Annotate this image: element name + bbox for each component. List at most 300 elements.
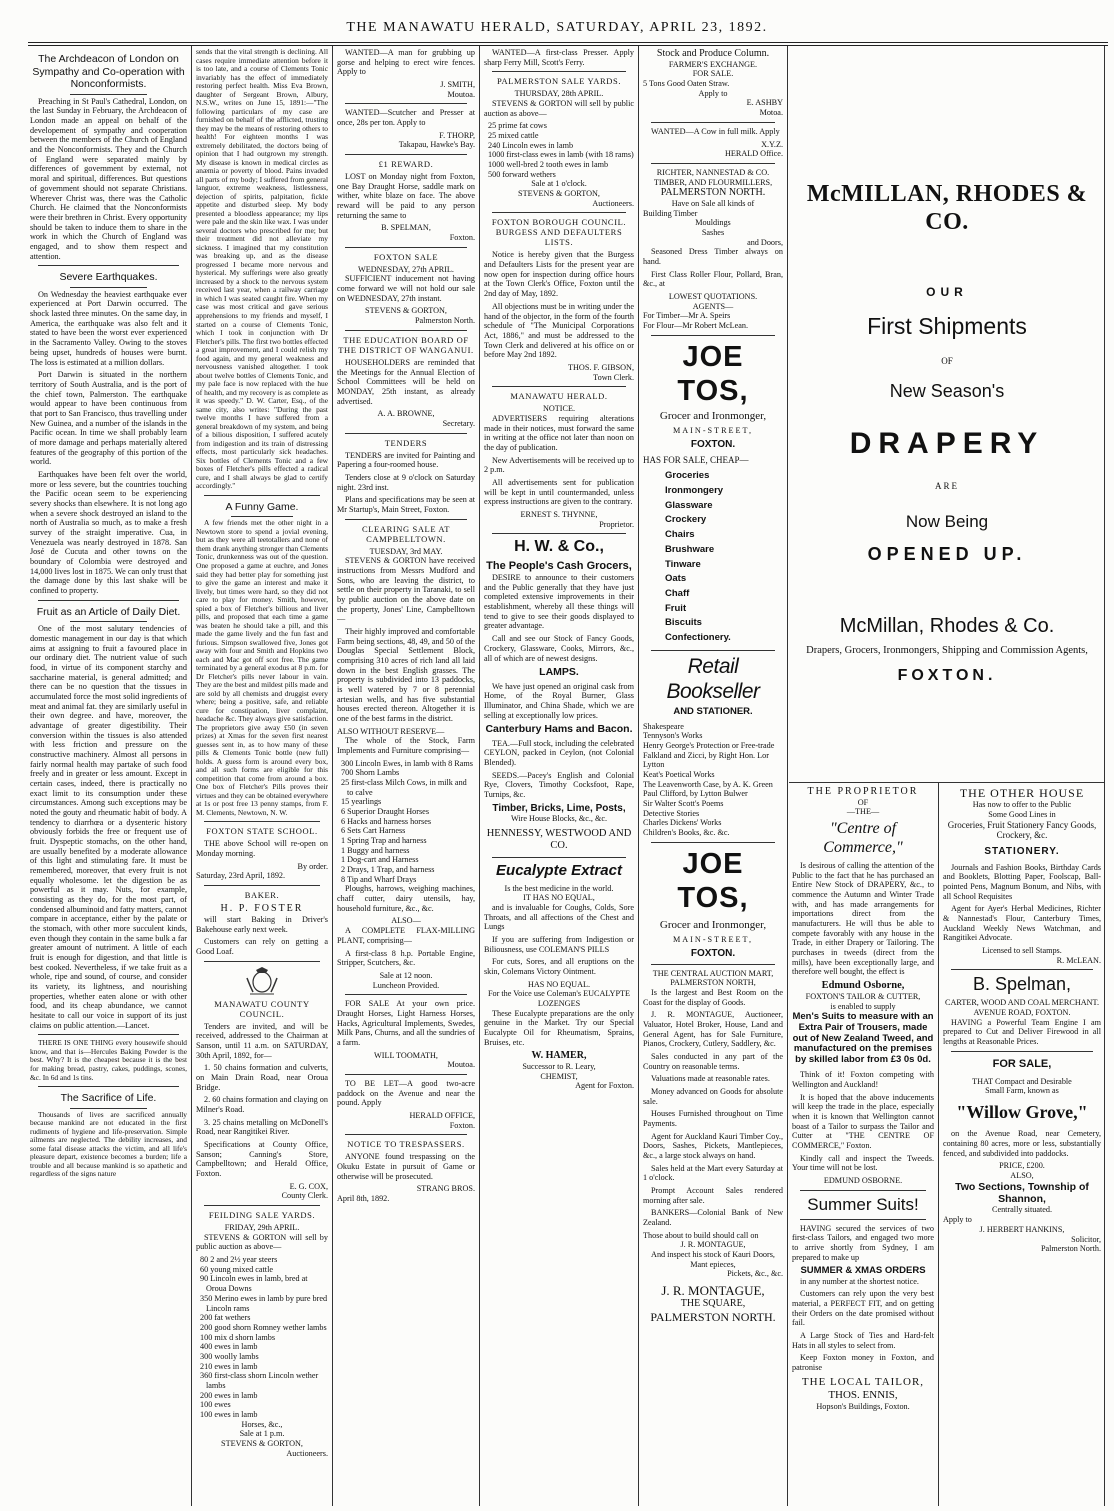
advert-text: Plans and specifications may be seen at Mr Startup's, Main Street, Foxton. [337,495,475,514]
advert-text: in any number at the shortest notice. [800,1276,919,1286]
list-item: 25 first-class Milch Cows, in milk and to calve [341,778,467,797]
advert-signature: CHEMIST, [540,1071,578,1081]
list-item: 400 ewes in lamb [200,1342,258,1352]
column-rule [787,46,788,1506]
divider [651,650,775,651]
list-item: 100 mix d shorn lambs [200,1332,276,1342]
divider [789,782,1105,783]
advert-text: Houses Furnished throughout on Time Payments. [643,1109,783,1128]
advert-text: J. R. MONTAGUE, Auctioneer, Valuator, Hotel Broker, House, Land and General Agent, has for Sale Furniture, Pianos, Crockery, Cutlery, Saddlery, &c. [643,1010,783,1049]
advert-signature: EDMUND OSBORNE. [823,1176,903,1185]
advert-text: WANTED—A man for grubbing up gorse and helping to erect wire fences. Apply to [337,48,475,77]
advert-signature: R. McLEAN. [1056,955,1101,965]
advert-signature: Auctioneers. [592,198,634,208]
advert-text: And inspect his stock of Kauri Doors, [651,1249,775,1259]
advert-text: ANYONE found trespassing on the Okuku Estate in pursuit of Game or otherwise will be prosecuted. [337,1152,475,1181]
advert-title: THE EDUCATION BOARD OF THE DISTRICT OF WANGANUI. [338,334,474,355]
list-item: 300 woolly lambs [200,1351,259,1361]
advert-text: Is the largest and Best Room on the Coast for the display of Goods. [643,987,783,1007]
advert-text: THE above School will re-open on Monday morning. [196,839,328,859]
divider [951,1051,1093,1052]
advert-title: MANAWATU COUNTY COUNCIL. [214,998,310,1019]
advert-text: Tenders are invited, and will be received, addressed to the Chairman at Sanson, until 11 a.m. on SATURDAY, 30th April, 1892, for— [196,1021,328,1060]
list-item: Brushware [665,543,715,555]
column-rule [938,782,939,1506]
column-rule [479,46,480,1506]
advert-name: H. P. FOSTER [220,903,304,915]
list-item: 300 Lincoln Ewes, in lamb with 8 Rams [341,758,473,768]
advert-text: Kindly call and inspect the Tweeds. Your time will not be lost. [792,1153,934,1173]
advert-text: Apply to [943,1215,972,1225]
advert-signature: E. ASHBY [746,98,783,108]
advert-text: AVENUE ROAD, FOXTON. [973,1008,1071,1018]
advert-heading: First Shipments [867,312,1027,339]
spacer [792,367,1102,381]
advert-text: First Class Roller Flour, Pollard, Bran, &c., at [643,269,783,289]
advert-text: OUR [926,284,968,299]
advert-heading: Eucalypte Extract [496,861,622,879]
advert-text: Money advanced on Goods for absolute sale. [643,1086,783,1106]
advert-text: Building Timber [643,208,698,218]
advert-signature: Foxton. [449,233,475,243]
advert-text: New Advertisements will be received up to 2 p.m. [484,455,634,475]
divider [651,842,775,843]
advert-text: Sales conducted in any part of the Country on reasonable terms. [643,1051,783,1071]
divider [800,1190,926,1191]
advert-signature: Agent for Foxton. [575,1081,634,1091]
divider [70,287,147,288]
advert-title: TENDERS [384,437,428,448]
divider [38,265,179,266]
advert-text: FOR SALE At your own price. Draught Horses, Light Harness Horses, Hacks, Agricultural Implements, Swedes, Milk Pans, Churns, and all the sundries of a farm. [337,999,475,1047]
advert-text: MAIN-STREET, [672,935,754,945]
royal-crest-icon [242,966,282,996]
advert-text: Apply to [698,88,728,98]
divider [492,386,626,387]
advert-text: A COMPLETE FLAX-MILLING PLANT, comprising— [337,926,475,945]
divider [204,1205,320,1206]
article-text: sends that the vital strength is declining. All cases require immediate attention before it is too late, and a course of Clements Tonic invariably has the effect of immediately restoring perfect health. Miss Eva Brown, daughter of Sergeant Brown, Albury, N.S.W., writes on June 15, 1891:—"The following particulars of my case are furnished on behalf of the afflicted, trusting they may be the means of restoring others to health! For eighteen months I was extremely debilitated, the doctors being of opinion that I had outgrown my strength. My disease is known in medical circles as anæmia or poverty of blood. Pains invaded all parts of my body; I suffered from general languor, extreme weakness, listlessness, dejection of spirits, palpitation, fickle appetite and disturbed sleep. My body presented a bloodless appearance; my lips were pale and the skin like wax. I was under several doctors who prescribed for me; but their treatment did not alleviate my sickness. I imagined that my constitution was breaking up, and as the disease progressed I became more nervous and hysterical. My sufferings were also greatly increased by a shock to the nervous system received last year, when a railway carriage in which I was seated caught fire. When my case was most critical and gave serious apprehensions to my friends and myself, I started on a course of Clements Tonic, which I took in conjunction with Dr Fletcher's pills. The first two bottles effected a great improvement, and I could relish my food again, and my general weakness and nervousness vanished altogether. I took about twelve bottles of Clements Tonic, and my pale face is now replaced with the hue of health, and my recovery is as complete as it was speedy." D. W. Carter, Esq., of the same city, also writes: "During the past twelve months I have suffered from a general breakdown of my system, and being of a bilious disposition, I suffered acutely from indigestion and its train of distressing effects, most particularly sick headaches. Six bottles of Clements Tonic and a few boxes of Fletcher's pills effected a radical cure, and I shall always be glad to certify accordingly." [196,48,328,491]
advert-text: Sale at 12 noon. [379,970,433,980]
advert-heading: Now Being [905,511,989,531]
advert-text: Agent for Auckland Kauri Timber Coy., Doors, Sashes, Pickets, Mantlepieces, &c., a large stock always on hand. [643,1131,783,1160]
section-heading: Stock and Produce Column. [656,48,770,59]
article-text: Earthquakes have been felt over the world, more or less severe, but the countries touching the Pacific ocean seem to be experiencing severy shocks than elsewhere. It is not long ago when a severe shock destroyed an island to the north of Australia so much, as to make a fresh survey of the straight imperative. Cua, in Venezuela was nearly destroyed in 1878. San José de Cucuta and other towns on the boundary of Colombia were destroyed and 14,000 lives lost in 1875. We can only trust that the damage done by this last shake will be confined to property. [30,469,187,595]
spacer [792,237,1102,285]
list-item: Crockery [665,514,707,526]
advert-signature: STEVENS & GORTON, [518,189,600,199]
divider [951,969,1093,970]
article-text: One of the most salutary tendencies of domestic management in our day is that which aims at assigning to fruit a favoured place in our ordinary diet. The nutrient value of such food, in virtue of its component starchy and saccharine material, is general admitted; and there can be no question that the tissues in accumulated force the most solid ingredients of meat and animal fat. they are similarly useful in their own degree. and have, moreover, the advantage of greater digestibility. Their conversion within the tissues is also attended with less friction and pressure on the constructive machinery. Almost all persons in fairly normal health may partake of such food freely and in greater or less amount. Except in certain cases, indeed, there is practically no exact limit to its consumption under these circumstances. Among such exceptions may be noted the gouty and rheumatic habit of body. A tendency to diarrhœa or a dysenteric history obviously forbids the free or frequent use of fruit. Dyspeptic stomachs, on the other hand, are usually benefited by a moderate allowance of this light and stimulating fare. It must be remembered, moreover, that every fruit is not equally wholesome. let the digestion be as powerful as it may. Nuts, for example, consisting as they do, for the most part, of condensed albuminoid and fatty matters, cannot compare in acceptance, either by the palate or the stomach, with other more succulent kinds, even though they contain in the same bulk a far greater amount of nutriment. A little of each fruit is enough for digestion, and that little is best cooked. Nevertheless, if we take fruit as a whole, ripe and sound, of course, and consider its variety, its lightness, and nourishing properties, whether eaten alone or with other food, and its cheap abundance, we cannot hesitate to call our voice in support of its just claims on public attention.—Lancet. [30,624,187,1030]
divider [38,1034,179,1035]
list-item: Biscuits [665,617,702,629]
advert-text: Tenders close at 9 o'clock on Saturday night. 23rd inst. [337,472,475,492]
divider [204,495,320,496]
list-item: Glassware [665,499,713,511]
advert-text: Small Farm, known as [985,1086,1059,1096]
advert-signature: HENNESSY, WESTWOOD AND CO. [486,828,632,852]
list-item: 60 young mixed cattle [200,1264,273,1274]
advert-text: Ploughs, harrows, weighing machines, chaff cutter, dairy utensils, hay, household furniture, &c., &c. [337,884,475,913]
advert-text: TENDERS are invited for Painting and Papering a four-roomed house. [337,450,475,470]
divider [345,994,467,995]
advert-text: CARTER, WOOD AND COAL MERCHANT. [944,998,1099,1008]
advert-heading: Summer Suits! [807,1194,919,1214]
advert-signature: W. HAMER, [531,1050,587,1062]
list-item: Shakespeare [643,721,684,731]
advert-text: Their highly improved and comfortable Farm being sections, 48, 49, and 50 of the Douglas Special Settlement Block, comprising 310 acres of rich land all laid down in the best English grasses. The property is subdivided into 13 paddocks, is well watered by 7 or 8 perennial artesian wells, and has five substantial houses erected thereon. Altogether it is one of the best farms in the district. [337,627,475,724]
advert-signature: THOS. F. GIBSON, [568,362,634,372]
advert-text: All objections must be in writing under the hand of the objector, in the form of the fourth schedule of "The Municipal Corporations Act, 1886," and must be addressed to the Town Clerk and delivered at his office on or before May 2nd 1892. [484,301,634,360]
advert-heading: Retail Bookseller [666,654,760,703]
list-item: 2. 60 chains formation and claying on Milner's Road. [196,1095,328,1115]
advert-heading: Grocer and Ironmonger, [659,919,767,932]
advert-text: LOWEST QUOTATIONS. [668,292,758,302]
advert-text: Sale at 1 o'clock. [531,179,587,189]
advert-text: For cuts, Sores, and all eruptions on the skin, Colemans Victory Ointment. [484,957,634,976]
divider [345,1074,467,1075]
list-item: 1000 well-bred 2 tooth ewes in lamb [488,160,609,170]
advert-signature: Palmerston North. [1040,1244,1101,1254]
list-item: Ironmongery [665,484,724,496]
advert-signature: HERALD OFFICE, [409,1110,475,1120]
advert-text: J. R. MONTAGUE, [680,1240,746,1250]
advert-signature: STEVENS & GORTON, [221,1438,303,1448]
stock-list [484,121,634,179]
advert-text: Sales held at the Mart every Saturday at 1 o'clock. [643,1163,783,1183]
advert-text: Customers can rely on getting a Good Loaf. [196,937,328,956]
list-item: 700 Shorn Lambs [341,768,400,778]
list-item: Charles Dickens' Works [643,818,722,828]
advert-text: THAT Compact and Desirable [972,1076,1072,1086]
advert-text: If you are suffering from Indigestion or Biliousness, use COLEMAN'S PILLS [484,934,634,954]
advert-text: ARE [935,481,959,492]
advert-heading: H. W. & Co., [514,538,604,556]
advert-heading: LAMPS. [539,666,579,679]
list-item: 500 forward wethers [488,169,556,179]
list-item: Keat's Poetical Works [643,769,715,779]
column-6 [792,786,934,1506]
divider [492,533,626,534]
advert-date: THURSDAY, 28th APRIL. [514,89,604,99]
spacer [792,299,1102,313]
article-text: On Wednesday the heaviest earthquake ever experienced at Port Darwin occurred. The shock lasted three minutes. On the same day, in America, the earthquake was also felt and it stated to have been the worst ever experienced in the Sacramento Valley. Owing to the stoves being upset, hundreds of houses were burnt. The loss is estimated at a million dollars. [30,289,187,367]
advert-text: Saturday, 23rd April, 1892. [196,871,286,881]
advert-signature: J. R. MONTAGUE, [661,1282,765,1298]
advert-signature: THE LOCAL TAILOR, [801,1375,925,1388]
advert-heading: Men's Suits to measure with an Extra Pair of Trousers, made out of New Zealand Tweed, and manufactured on the premises by skilled labor from £3 0s 0d. [792,1010,934,1066]
mcmillan-advert [792,50,1102,780]
divider [651,335,775,336]
advert-text: is enabled to supply [830,1002,896,1011]
list-item: 6 Sets Cart Harness [341,826,406,836]
advert-text: A Large Stock of Ties and Hard-felt Hats in all styles to select from. [792,1330,934,1350]
advert-heading: SUMMER & XMAS ORDERS [800,1265,926,1277]
advert-signature: HERALD Office. [724,149,783,159]
column-3 [337,48,475,1506]
advert-heading: The People's Cash Grocers, [486,560,632,573]
list-item: The Leavenworth Case, by A. K. Green [643,779,773,789]
spacer [792,461,1102,481]
column-rule [191,46,192,1506]
list-item: Tinware [665,558,701,570]
list-item: 210 ewes in lamb [200,1361,258,1371]
advert-heading: Timber, Bricks, Lime, Posts, [492,802,626,814]
list-item: 80 2 and 2½ year steers [200,1255,278,1265]
list-item: Confectionery. [665,632,731,644]
advert-heading: JOE TOS, [677,340,749,407]
divider [651,163,775,164]
advert-signature: Motoa. [759,108,783,118]
list-item: Oats [665,573,687,585]
advert-text: 5 Tons Good Oaten Straw. [643,79,730,89]
advert-text: STEVENS & GORTON will sell by public auction as above— [484,99,634,118]
advert-text: For Timber—Mr A. Speirs [643,311,731,321]
advert-text: By order. [297,861,328,871]
advert-heading: "Centre of Commerce," [823,820,903,857]
divider [204,961,320,962]
spacer [792,492,1102,512]
advert-text: Groceries, Fruit Stationery Fancy Goods, Crockery, &c. [947,819,1097,841]
advert-text: FOXTON'S TAILOR & CUTTER, [805,992,921,1002]
advert-text: Those about to build should call on [643,1230,759,1240]
article-text: A few friends met the other night in a Newtown store to spend a jovial evening, but as they were all teetotallers and none of them drank anything stronger than Clements Tonic, drunkenness was out of the question. One proposed a game at euchre, and Jones said they had better play for something just to give the game an interest and make it lively, but times were hard, so they did not care to play for money. Smith, however, spied a box of Fletcher's billious and liver pills, and proposed that each time a game was beaten he should take a pill, and this made the game lively and the fun fast and furious. Simpson swallowed five, Jones got away with four and Smith and Hopkins two each and Mac got off scot free. The game terminated by a general exodus at 8 p.m. for Dr Fletcher's pills never labour in vain. They are the best and mildest pills made and are sold by all chemists and druggist every where; being a positive, safe, and reliable cure for constipation, liver complaint, headache &c. They always give satisfaction. The proprietors give away £50 (in seven prizes) at Xmas for the seven first nearest guesses sent in, as to how many of these pills & Clements Tonic bottle (new full) holds. A guess form is around every box, and all such forms are eligible for this competition that come from around a box. One box of Fletcher's Pills proves their virtues and they can be obtained everywhere at 1s or post free 13 penny stamps, from F. M. Clements, Newtown, N. W. [196,518,328,817]
list-item: 1 Buggy and harness [341,845,410,855]
divider [800,1219,926,1220]
advert-text: SEEDS.—Pacey's English and Colonial Rye, Clovers, Timothy Cocksfoot, Rape, Turnips, &c. [484,770,634,799]
advert-title: £1 REWARD. [378,159,434,170]
advert-title: FARMER'S EXCHANGE. [668,59,758,69]
list-item: Henry George's Protection or Free-trade [643,740,775,750]
list-item: 8 Tip and Wharf Drays [341,874,417,884]
advert-text: Mouldings [695,218,731,228]
advert-signature: Auctioneers. [286,1448,328,1458]
divider [70,94,147,95]
advert-signature: Palmerston North. [414,316,475,326]
advert-text: STEVENS & GORTON have received instructions from Messrs Mudford and Sons, who are leaving the district, to settle on their property in Taranaki, to sell by public auction on the above date on the property, Jones' Line, Campbelltown— [337,556,475,624]
advert-text: TEA.—Full stock, including the celebrated CEYLON, packed in Ceylon, (not Colonial Blended). [484,738,634,767]
advert-text: PRICE, £200. [999,1161,1045,1171]
article-text: Thousands of lives are sacrificed annually because mankind are not educated in the first rudiments of hygiene and life-preservation. Simple ailments are neglected. The debility increases, and some fatal disease attacks the victim, and all life's pleasure depart, existence becomes a burden; life a trouble and all because mankind is so apathetic and regardless of the signs nature [30,1109,187,1179]
advert-signature: Secretary. [442,418,475,428]
advert-text: Prompt Account Sales rendered morning after sale. [643,1185,783,1205]
advert-text: Drapers, Grocers, Ironmongers, Shipping and Commission Agents, [806,644,1088,656]
list-item: Fruit [665,602,687,614]
divider [204,821,320,822]
divider [70,1108,147,1109]
divider [492,212,626,213]
advert-text: We have just opened an original cask from Home, of the Royal Burner, Glass Illuminator, and China Shade, which we are selling at exceptionally low prices. [484,681,634,720]
masthead [0,0,1114,40]
advert-signature: Hopson's Buildings, Foxton. [816,1401,910,1411]
column-7 [943,786,1101,1506]
advert-text: will start Baking in Driver's Bakehouse early next week. [196,914,328,934]
masthead-text: THE MANAWATU HERALD, SATURDAY, APRIL 23, 1892. [346,20,768,35]
advert-signature: A. A. BROWNE, [377,409,435,419]
advert-signature: STEVENS & GORTON, [365,306,447,316]
advert-text: Think of it! Foxton competing with Wellington and Auckland! [792,1070,934,1089]
divider [38,600,179,601]
advert-signature: Moutoa. [447,1060,475,1070]
divider [345,433,467,434]
column-rule [332,46,333,1506]
list-item: Groceries [665,470,710,482]
advert-signature: County Clerk. [281,1191,328,1201]
list-item: 100 ewes in lamb [200,1409,258,1419]
advert-text: All advertisements sent for publication will be kept in until countermanded, unless express instructions are given to the contrary. [484,477,634,507]
list-item: 350 Merino ewes in lamb by pure bred Lincoln rams [200,1293,328,1313]
advert-text: These Eucalypte preparations are the only genuine in the Market. Try our Special Eucalypte Oil for Rheumatism, Sprains, Bruises, etc. [484,1008,634,1047]
list-item: Chaff [665,587,690,599]
advert-text: THERE IS ONE THING every housewife should know, and that is—Hercules Baking Powder is the best. Why? It is the cheapest because it is the best for making bread, pastry, cakes, puddings, scones, &c. In 6d and 1s tins. [30,1038,187,1082]
advert-heading: McMILLAN, RHODES & CO. [806,181,1088,236]
advert-signature: Proprietor. [599,519,634,529]
advert-title: THE CENTRAL AUCTION MART, PALMERSTON NORTH, [652,968,774,988]
divider [38,1086,179,1087]
stock-list [337,759,475,885]
advert-date: WEDNESDAY, 27th APRIL. [358,264,454,274]
masthead-rule [28,42,1108,43]
list-item: 3. 25 chains metalling on McDonell's Road, near Rangitikei River. [196,1117,328,1137]
advert-text: Seasoned Dress Timber always on hand. [643,247,783,267]
advert-signature: J. SMITH, [440,80,475,90]
spacer [792,565,1102,615]
advert-title: FOXTON STATE SCHOOL. [206,826,318,837]
advert-text: —THE— [846,807,880,817]
advert-title: PALMERSTON NORTH. [660,187,766,199]
advert-heading: "Willow Grove," [956,1102,1088,1123]
advert-text: HOUSEHOLDERS are reminded that the Meetings for the Annual Election of School Committees will be held on MONDAY, 25th instant, as already advertised. [337,357,475,406]
advert-text: on the Avenue Road, near Cemetery, containing 80 acres, more or less, substantially fenced, and subdivided into paddocks. [943,1129,1101,1158]
divider [345,103,467,104]
divider [651,122,775,123]
divider [492,857,626,858]
advert-text: Pickets, &c., &c. [727,1269,783,1279]
list-item: Horses, &c., [241,1419,283,1429]
advert-date: TUESDAY, 3rd MAY. [369,546,443,556]
advert-text: WANTED—Scutcher and Presser at once, 28s per ton. Apply to [337,108,475,128]
advert-text: MAIN-STREET, [672,426,754,436]
advert-heading: Two Sections, Township of Shannon, [955,1180,1089,1206]
spacer [792,340,1102,356]
divider [492,71,626,72]
advert-text: Is desirous of calling the attention of the Public to the fact that he has purchased an Entire New Stock of DRAPERY, &c., to commence the Autumn and Winter Trade with, and has made arrangements for importations direct from the manufacturers. He will thus be able to compete favorably with any house in the Trade, in either Drapery or Tailoring. The purchases in tweeds (direct from the mills), have been exceptionally large, and therefore well bought, the effect is [792,860,934,977]
advert-signature: Solicitor, [1071,1234,1101,1244]
spacer [792,657,1102,667]
advert-heading: STATIONERY. [984,845,1060,857]
spacer [792,532,1102,544]
list-item: 2 Drays, 1 Trap, and harness [341,865,435,875]
advert-text: BANKERS—Colonial Bank of New Zealand. [643,1208,783,1227]
list-item: 1 Spring Trap and harness [341,836,427,846]
advert-title: NOTICE TO TRESPASSERS. [347,1139,465,1150]
advert-text: and is invaluable for Coughs, Colds, Sore Throats, and all affections of the Chest and Lungs [484,902,634,932]
article-heading: The Sacrifice of Life. [60,1092,157,1105]
column-1 [30,48,187,1506]
advert-signature: THE SQUARE, [680,1298,746,1310]
column-rule [638,46,639,1506]
advert-title: FOR SALE. [692,69,734,79]
advert-title: MANAWATU HERALD. [510,391,608,402]
advert-title: PALMERSTON SALE YARDS. [496,76,622,87]
advert-date: FRIDAY, 29th APRIL. [224,1223,300,1233]
divider [345,154,467,155]
list-item: 100 ewes [200,1400,231,1410]
article-text: Port Darwin is situated in the northern territory of South Australia, and is the port of the chief town, Palmerston. The earthquake would appear to have been continuous from that port to San Francisco, thus travelling under New Guinea, and a number of the islands in the Pacific ocean. In time we shall probably learn of more damage and perhaps materially altered features of the geography of this portion of the world. [30,370,187,467]
advert-signature: F. THORP, [439,130,475,140]
list-item: Children's Books, &c. &c. [643,827,730,837]
advert-text: OF [857,797,869,807]
advert-title: THE PROPRIETOR [807,786,919,797]
advert-text: HAS FOR SALE, CHEAP— [643,454,749,465]
list-item: Falkland and Zicci, by Right Hon. Lor Lytton [643,750,769,770]
advert-title: CLEARING SALE AT CAMPBELLTOWN. [362,523,450,544]
advert-signature: PALMERSTON NORTH. [650,1310,776,1325]
advert-text: STEVENS & GORTON will sell by public auction as above— [196,1232,328,1252]
advert-title: BAKER. [244,890,280,901]
list-item: 240 Lincoln ewes in lamb [488,140,574,150]
advert-text: Specifications at County Office, Sanson; Canning's Store, Campbelltown; and Herald Office, Foxton. [196,1140,328,1179]
advert-text: Customers can rely upon the very best material, a PERFECT FIT, and on getting their Orders on the date promised without fail. [792,1289,934,1328]
advert-title: RICHTER, NANNESTAD & CO. TIMBER, AND FLOURMILLERS, [653,167,773,187]
list-item: 6 Superior Draught Horses [341,807,429,817]
advert-text: Luncheon Provided. [372,980,440,990]
masthead-rule-2 [28,45,1108,46]
divider [651,964,775,965]
advert-date: April 8th, 1892. [337,1193,390,1203]
divider [345,519,467,520]
advert-text: SUFFICIENT inducement not having come forward we will not hold our sale on WEDNESDAY, 27th instant. [337,274,475,303]
stock-list [196,1255,328,1429]
advert-text: Wire House Blocks, &c., &c. [510,814,608,824]
goods-list [665,469,783,646]
advert-text: OF [941,355,953,366]
list-item: 200 fat wethers [200,1313,251,1323]
advert-title: FOXTON BOROUGH COUNCIL. BURGESS AND DEFAULTERS LISTS. [491,217,627,248]
advert-text: The whole of the Stock, Farm Implements and Furniture comprising— [337,736,475,756]
list-item: 25 prime fat cows [488,121,547,131]
advert-title: THE OTHER HOUSE [959,786,1085,800]
advert-text: DESIRE to announce to their customers and the Public generally that they have just completed extensive improvements in their establishment, whereby all these things will tend to give to see their goods displayed to greater advantage. [484,573,634,631]
advert-text: IT HAS NO EQUAL, [523,893,595,903]
column-4 [484,48,634,1506]
list-item: 6 Hacks and harness horses [341,816,432,826]
list-item: 360 first-class shorn Lincoln wether lambs [200,1371,319,1390]
advert-heading: JOE TOS, [677,847,749,914]
advert-text: Have on Sale all kinds of [671,198,755,208]
divider [345,330,467,331]
advert-heading: B. Spelman, [972,974,1072,995]
advert-text: Journals and Fashion Books, Birthday Cards and Booklets, Blotting Paper, Foolscap, Ball-pointed Pens, Magnum Bonum, and Nibs, with all School Requisites [943,862,1101,901]
advert-text: For the Voice use Coleman's EUCALYPTE LOZENGES [487,989,631,1008]
advert-text: Mant epieces, [690,1259,736,1269]
advert-text: Valuations made at reasonable rates. [651,1074,770,1084]
advert-heading: Canterbury Hams and Bacon. [485,723,633,736]
advert-heading: AND STATIONER. [673,706,753,718]
list-item: 25 mixed cattle [488,131,539,141]
advert-signature: J. HERBERT HANKINS, [979,1224,1065,1234]
list-item: Chairs [665,529,695,541]
advert-signature: Foxton. [449,1120,475,1130]
divider [204,885,320,886]
advert-text: WANTED—A Cow in full milk. Apply [651,126,780,136]
advert-text: AGENTS— [692,301,734,311]
advert-signature: Takapau, Hawke's Bay. [398,140,475,150]
column-2 [196,48,328,1506]
advert-signature: Town Clerk. [593,372,634,382]
advert-text: Sale at 1 p.m. [239,1429,285,1439]
divider [231,516,293,517]
